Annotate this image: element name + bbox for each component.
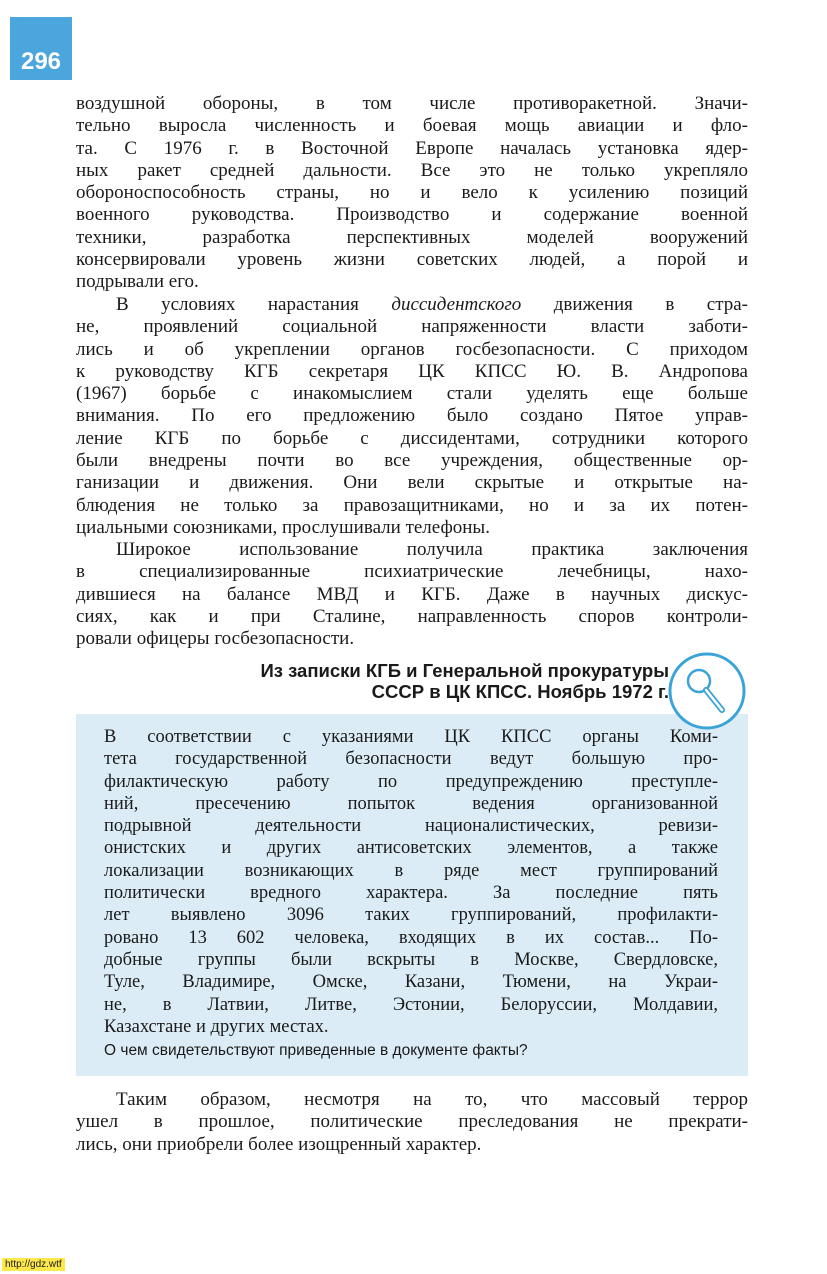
text-line: Казахстане и других местах. [104, 1016, 329, 1037]
text-line: внимания. По его предложению было создано Пятое управ- [76, 405, 748, 427]
text-line: ганизации и движения. Они вели скрытые и открытые на- [76, 472, 748, 494]
source-title [260, 660, 669, 702]
text-line: политически вредного характера. За последние пять [104, 883, 718, 904]
text-line: локализации возникающих в ряде мест группирований [104, 860, 718, 881]
text-line: филактическую работу по предупреждению преступле- [104, 771, 718, 792]
text-line: Таким образом, несмотря на то, что массовый террор [116, 1089, 748, 1110]
text-line: военного руководства. Производство и содержание военной [76, 204, 748, 226]
text-line [76, 294, 748, 316]
document-excerpt-text [104, 726, 718, 1038]
source-title-line: Из записки КГБ и Генеральной прокуратуры [260, 660, 669, 681]
text-line: в специализированные психиатрические лечебницы, нахо- [76, 561, 748, 583]
watermark-link[interactable]: http://gdz.wtf [2, 1258, 65, 1271]
paragraph-4 [76, 1089, 748, 1156]
text-line: ний, пресечению попыток ведения организованной [104, 793, 718, 814]
text-line: ление КГБ по борьбе с диссидентами, сотрудники которого [76, 427, 748, 449]
text-line: к руководству КГБ секретаря ЦК КПСС Ю. В. Андропова [76, 360, 748, 382]
magnifier-icon [666, 652, 750, 730]
text-line: техники, разработка перспективных моделей вооружений [76, 226, 748, 248]
question-text: О чем свидетельствуют приведенные в документе факты? [104, 1042, 528, 1059]
text-line: добные группы были вскрыты в Москве, Свердловске, [104, 949, 718, 970]
text-line: лись и об укреплении органов госбезопасности. С приходом [76, 338, 748, 360]
text-line: блюдения не только за правозащитниками, но и за их потен- [76, 494, 748, 516]
text-line: лись, они приобрели более изощренный характер. [76, 1133, 482, 1155]
paragraph-1 [76, 93, 748, 294]
text-line: консервировали уровень жизни советских людей, а порой и [76, 249, 748, 271]
text-line: лет выявлено 3096 таких группирований, профилакти- [104, 905, 718, 926]
text-line: Широкое использование получила практика заключения [116, 539, 748, 560]
text-line: не, в Латвии, Литве, Эстонии, Белоруссии, Молдавии, [104, 994, 718, 1015]
text-line: подрывной деятельности националистических, ревизи- [104, 816, 718, 837]
text-line: циальными союзниками, прослушивали телефоны. [76, 516, 490, 538]
source-title-line: СССР в ЦК КПСС. Ноябрь 1972 г. [371, 681, 669, 702]
text-line: ушел в прошлое, политические преследования не прекрати- [76, 1111, 748, 1133]
text-line: та. С 1976 г. в Восточной Европе началась установка ядер- [76, 137, 748, 159]
text-line: воздушной обороны, в том числе противоракетной. Значи- [76, 93, 748, 114]
text-segment: движения в стра- [521, 294, 748, 315]
italic-term: диссидентского [391, 294, 522, 315]
text-line: тельно выросла численность и боевая мощь авиации и фло- [76, 115, 748, 137]
text-line: (1967) борьбе с инакомыслием стали уделять еще больше [76, 383, 748, 405]
text-line: Туле, Владимире, Омске, Казани, Тюмени, на Украи- [104, 972, 718, 993]
text-line: ровали офицеры госбезопасности. [76, 628, 355, 650]
text-line: обороноспособность страны, но и вело к усилению позиций [76, 182, 748, 204]
text-line: были внедрены почти во все учреждения, общественные ор- [76, 450, 748, 472]
paragraph-3 [76, 539, 748, 650]
text-line: ных ракет средней дальности. Все это не только укрепляло [76, 159, 748, 181]
text-line: сиях, как и при Сталине, направленность споров контроли- [76, 605, 748, 627]
text-line: ровано 13 602 человека, входящих в их состав... По- [104, 927, 718, 948]
text-line: тета государственной безопасности ведут большую про- [104, 749, 718, 770]
text-line: онистских и других антисоветских элементов, а также [104, 838, 718, 859]
text-line: подрывали его. [76, 271, 199, 293]
paragraph-2 [76, 294, 748, 539]
text-segment: В условиях нарастания [116, 294, 392, 315]
page-number: 296 [10, 17, 72, 80]
text-line: не, проявлений социальной напряженности власти заботи- [76, 316, 748, 338]
text-line: В соответствии с указаниями ЦК КПСС органы Коми- [104, 727, 718, 747]
text-line: дившиеся на балансе МВД и КГБ. Даже в научных дискус- [76, 583, 748, 605]
